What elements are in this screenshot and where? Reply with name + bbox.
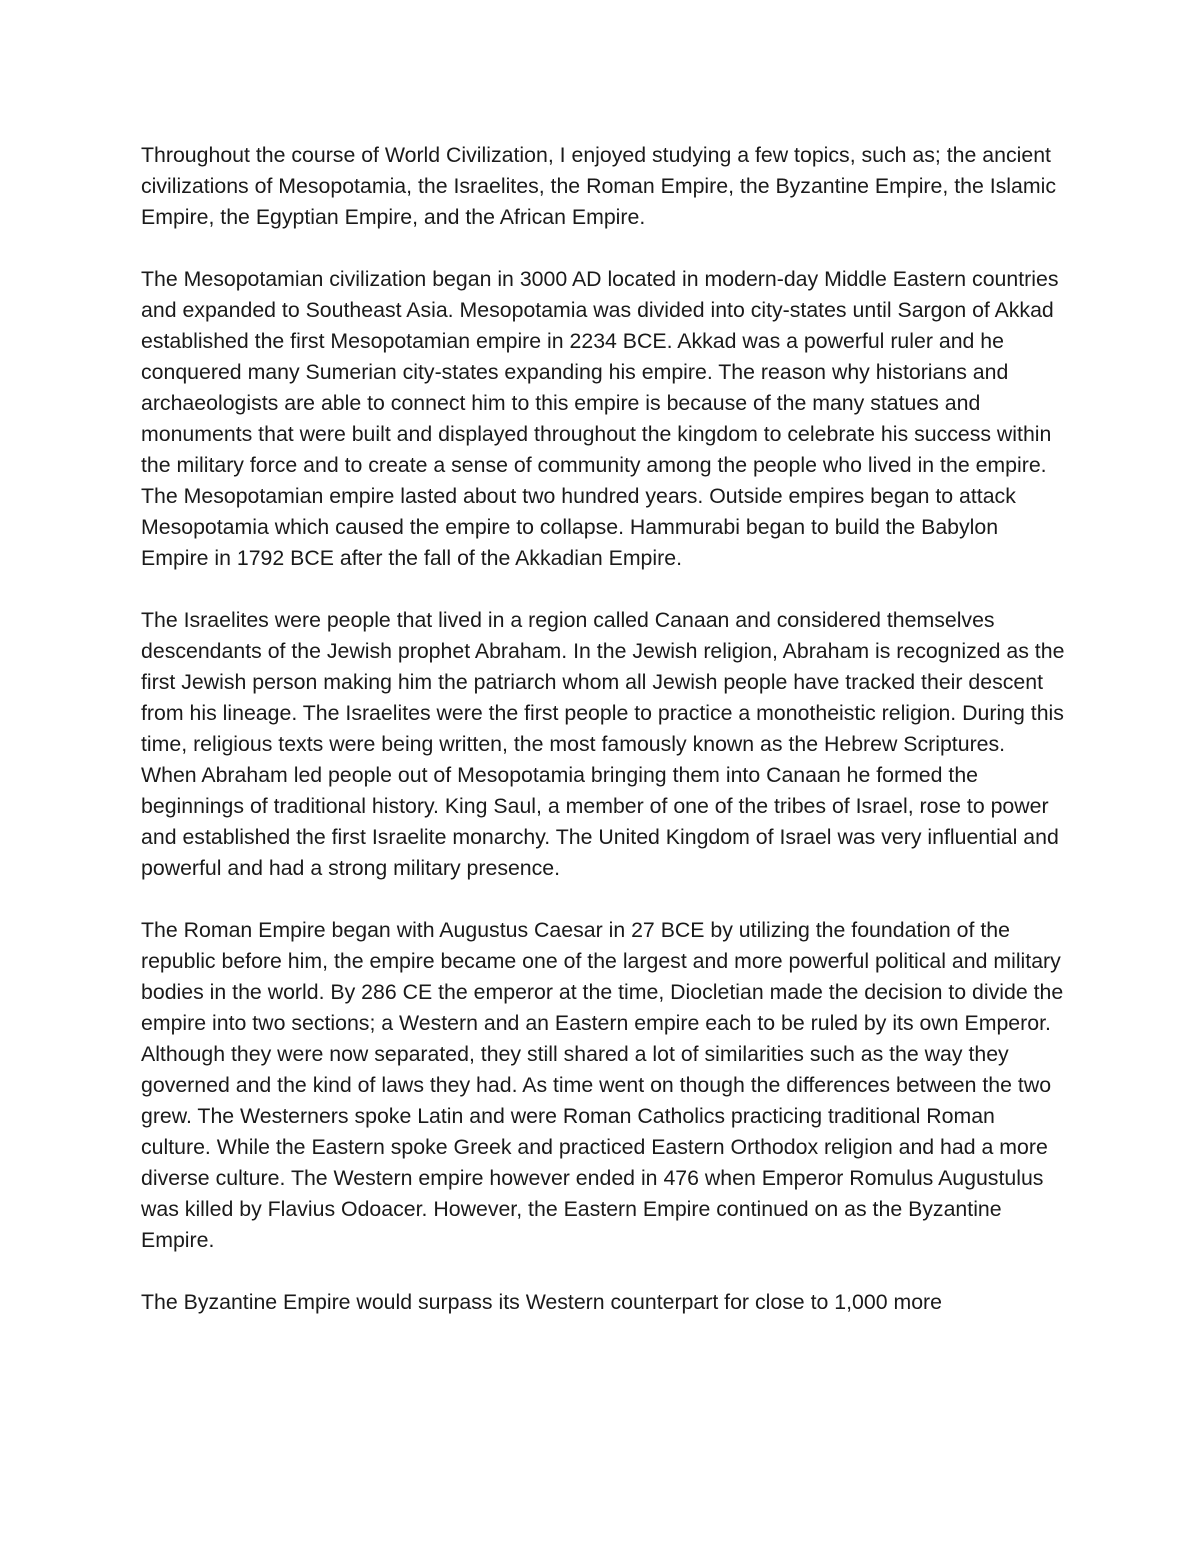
paragraph-roman-empire: The Roman Empire began with Augustus Caesar in 27 BCE by utilizing the foundation of the republic before him, the empire became one of the largest and more powerful political and military bodies in the world. By 286 CE the emperor at the time, Diocletian made the decision to divide the empire into two sections; a Western and an Eastern empire each to be ruled by its own Emperor. Although they were now separated, they still shared a lot of similarities such as the way they governed and the kind of laws they had. As time went on though the differences between the two grew. The Westerners spoke Latin and were Roman Catholics practicing traditional Roman culture. While the Eastern spoke Greek and practiced Eastern Orthodox religion and had a more diverse culture. The Western empire however ended in 476 when Emperor Romulus Augustulus was killed by Flavius Odoacer. However, the Eastern Empire continued on as the Byzantine Empire. [141, 918, 1064, 1252]
paragraph-byzantine-empire: The Byzantine Empire would surpass its Western counterpart for close to 1,000 more [141, 1290, 942, 1314]
paragraph-intro: Throughout the course of World Civilization, I enjoyed studying a few topics, such as; the ancient civilizations of Mesopotamia, the Israelites, the Roman Empire, the Byzantine Empire, the Islamic Empire, the Egyptian Empire, and the African Empire. [141, 143, 1056, 229]
paragraph-mesopotamia: The Mesopotamian civilization began in 3000 AD located in modern-day Middle Eastern countries and expanded to Southeast Asia. Mesopotamia was divided into city-states until Sargon of Akkad established the first Mesopotamian empire in 2234 BCE. Akkad was a powerful ruler and he conquered many Sumerian city-states expanding his empire. The reason why historians and archaeologists are able to connect him to this empire is because of the many statues and monuments that were built and displayed throughout the kingdom to celebrate his success within the military force and to create a sense of community among the people who lived in the empire. The Mesopotamian empire lasted about two hundred years. Outside empires began to attack Mesopotamia which caused the empire to collapse. Hammurabi began to build the Babylon Empire in 1792 BCE after the fall of the Akkadian Empire. [141, 267, 1059, 570]
document-body [141, 140, 1066, 1318]
paragraph-israelites: The Israelites were people that lived in a region called Canaan and considered themselves descendants of the Jewish prophet Abraham. In the Jewish religion, Abraham is recognized as the first Jewish person making him the patriarch whom all Jewish people have tracked their descent from his lineage. The Israelites were the first people to practice a monotheistic religion. During this time, religious texts were being written, the most famously known as the Hebrew Scriptures. When Abraham led people out of Mesopotamia bringing them into Canaan he formed the beginnings of traditional history. King Saul, a member of one of the tribes of Israel, rose to power and established the first Israelite monarchy. The United Kingdom of Israel was very influential and powerful and had a strong military presence. [141, 608, 1065, 880]
